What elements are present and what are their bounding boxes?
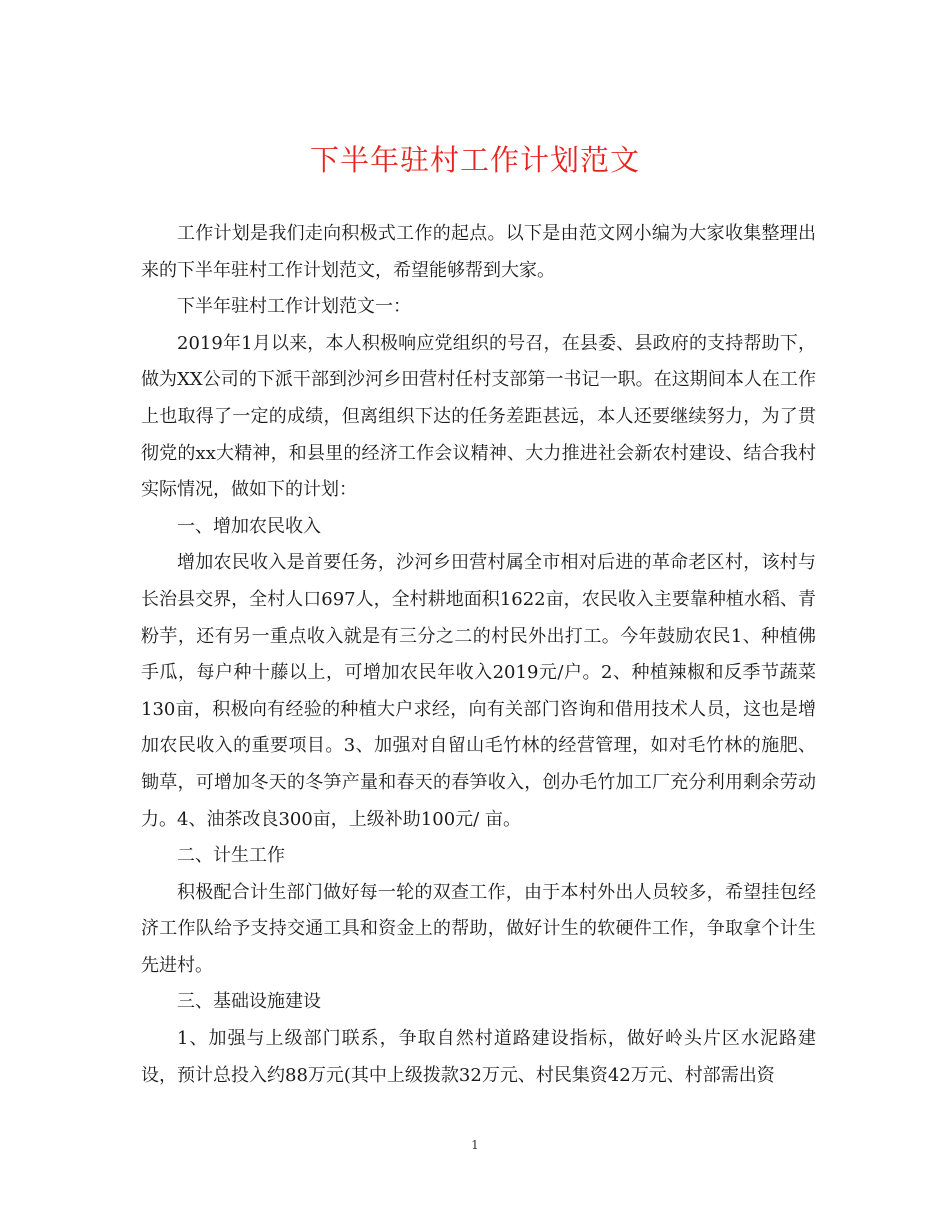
page-number: 1	[471, 1138, 479, 1152]
section-heading-family-planning: 二、计生工作	[177, 845, 285, 867]
section-heading-infrastructure: 三、基础设施建设	[177, 991, 321, 1013]
paragraph-background: 2019年1月以来，本人积极响应党组织的号召，在县委、县政府的支持帮助下，做为XX公司的下派干部到沙河乡田营村任村支部第一书记一职。在这期间本人在工作上也取得了一定的成绩，但离组织下达的任务差距甚远，本人还要继续努力，为了贯彻党的xx大精神，和县里的经济工作会议精神、大力推进社会新农村建设、结合我村实际情况，做如下的计划：	[141, 332, 817, 501]
document-title: 下半年驻村工作计划范文	[309, 143, 640, 177]
section-heading-income: 一、增加农民收入	[177, 515, 321, 537]
paragraph-family-planning: 积极配合计生部门做好每一轮的双查工作，由于本村外出人员较多，希望挂包经济工作队给予支持交通工具和资金上的帮助，做好计生的软硬件工作，争取拿个计生先进村。	[141, 881, 816, 976]
paragraph-intro: 工作计划是我们走向积极式工作的起点。以下是由范文网小编为大家收集整理出来的下半年驻村工作计划范文，希望能够帮到大家。	[141, 223, 816, 281]
paragraph-infrastructure: 1、加强与上级部门联系，争取自然村道路建设指标，做好岭头片区水泥路建设，预计总投入约88万元(其中上级拨款32万元、村民集资42万元、村部需出资	[141, 1028, 816, 1086]
document-body	[141, 216, 816, 1094]
paragraph-income: 增加农民收入是首要任务，沙河乡田营村属全市相对后进的革命老区村，该村与长治县交界，全村人口697人，全村耕地面积1622亩，农民收入主要靠种植水稻、青粉芋，还有另一重点收入就是有三分之二的村民外出打工。今年鼓励农民1、种植佛手瓜，每户种十藤以上，可增加农民年收入2019元/户。2、种植辣椒和反季节蔬菜130亩，积极向有经验的种植大户求经，向有关部门咨询和借用技术人员，这也是增加农民收入的重要项目。3、加强对自留山毛竹林的经营管理，如对毛竹林的施肥、锄草，可增加冬天的冬笋产量和春天的春笋收入，创办毛竹加工厂充分利用剩余劳动力。4、油茶改良300亩，上级补助100元/ 亩。	[141, 552, 816, 830]
paragraph-sample-heading: 下半年驻村工作计划范文一：	[177, 296, 411, 318]
